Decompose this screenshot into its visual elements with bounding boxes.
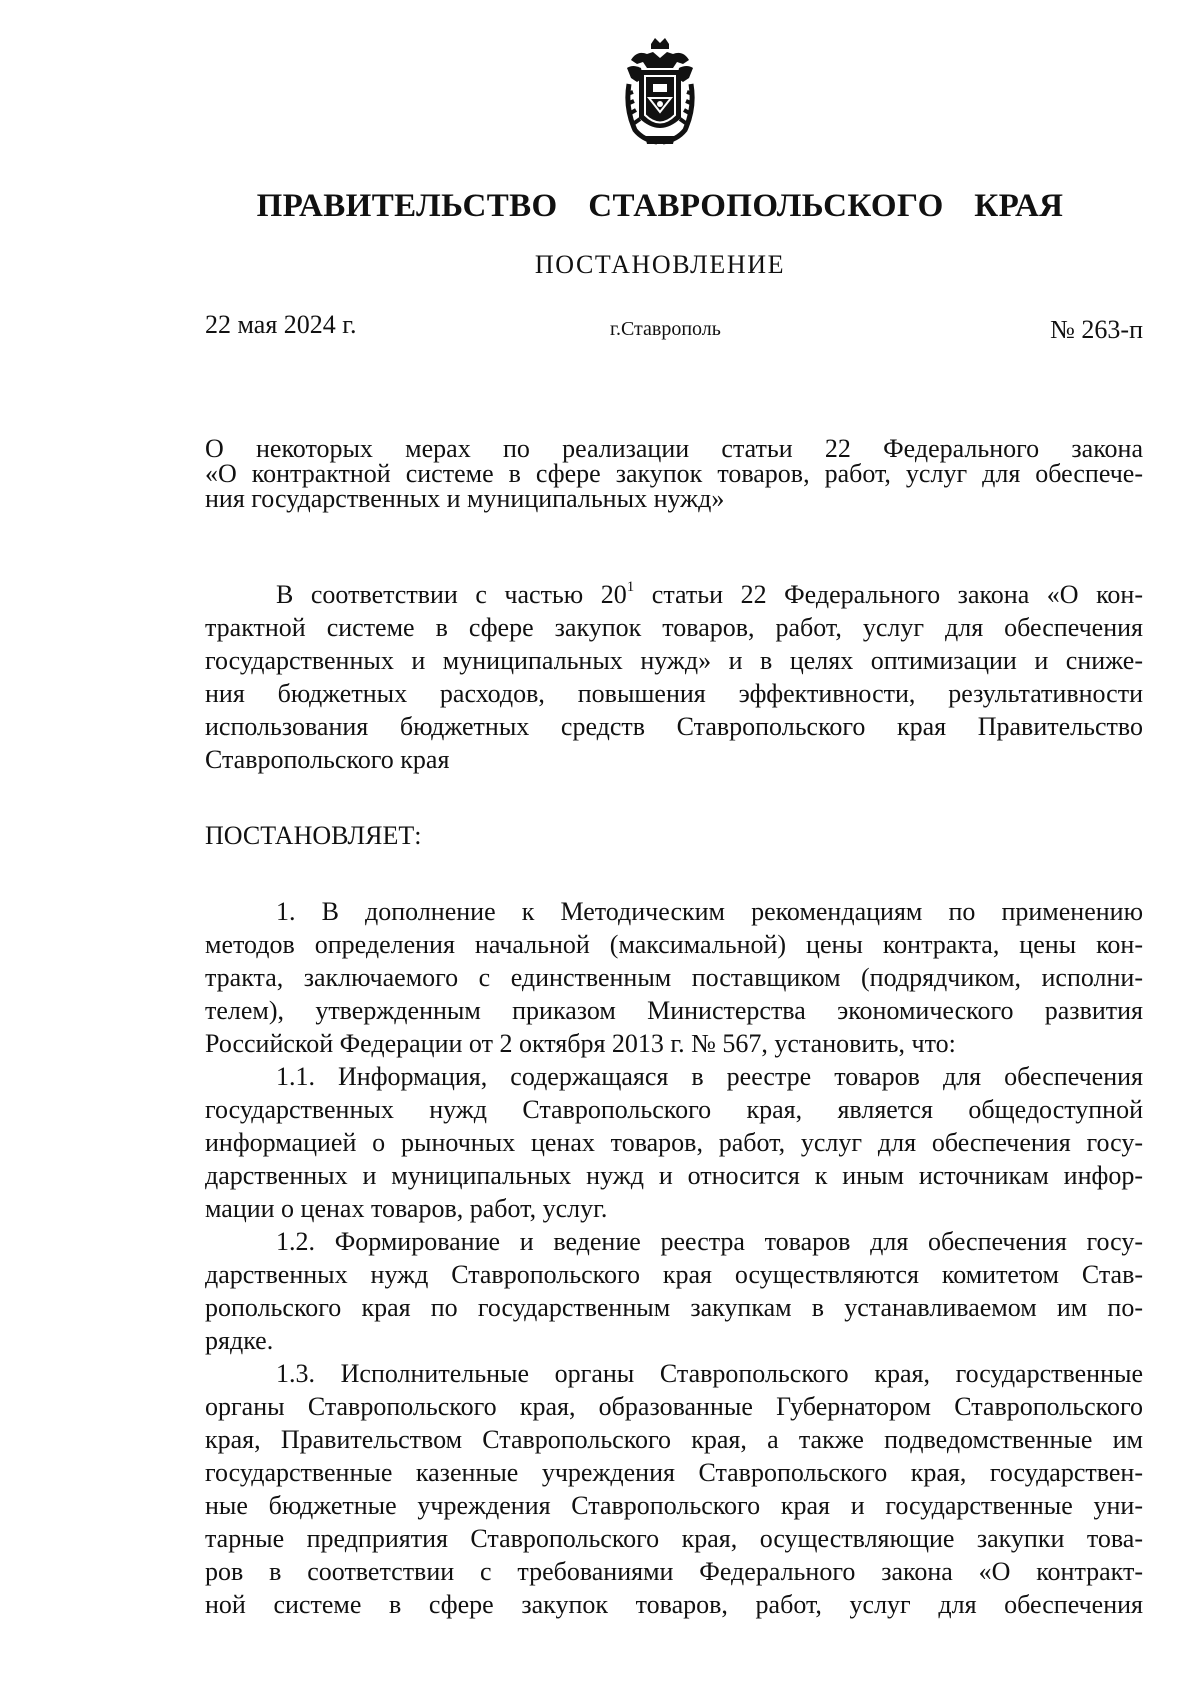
preamble-text: В соответствии с частью 20 bbox=[276, 580, 627, 609]
preamble-line: использования бюджетных средств Ставропольского края Правительство bbox=[205, 712, 1143, 741]
preamble-text: статьи 22 Федерального закона «О кон- bbox=[634, 580, 1144, 609]
coat-of-arms-icon bbox=[623, 38, 697, 146]
paragraph-line: ров в соответствии с требованиями Федерального закона «О контракт- bbox=[205, 1557, 1143, 1586]
preamble-line: государственных и муниципальных нужд» и в целях оптимизации и сниже- bbox=[205, 646, 1143, 675]
paragraph-line: дарственных и муниципальных нужд и относится к иным источникам инфор- bbox=[205, 1161, 1143, 1190]
authority-title: ПРАВИТЕЛЬСТВО СТАВРОПОЛЬСКОГО КРАЯ bbox=[256, 188, 1064, 224]
paragraph-line: ной системе в сфере закупок товаров, работ, услуг для обеспечения bbox=[205, 1590, 1143, 1619]
paragraph-line: информацией о рыночных ценах товаров, работ, услуг для обеспечения госу- bbox=[205, 1128, 1143, 1157]
paragraph-line: рядке. bbox=[205, 1326, 274, 1355]
paragraph-line: мации о ценах товаров, работ, услуг. bbox=[205, 1194, 608, 1223]
paragraph-line: органы Ставропольского края, образованные Губернатором Ставропольского bbox=[205, 1392, 1143, 1421]
paragraph-line: телем), утвержденным приказом Министерства экономического развития bbox=[205, 996, 1143, 1025]
paragraph-line: ропольского края по государственным закупкам в устанавливаемом им по- bbox=[205, 1293, 1143, 1322]
document-city: г.Ставрополь bbox=[610, 318, 721, 340]
paragraph-line: дарственных нужд Ставропольского края осуществляются комитетом Став- bbox=[205, 1260, 1143, 1289]
spacer bbox=[205, 852, 1143, 895]
subject-line: О некоторых мерах по реализации статьи 22 Федерального закона bbox=[205, 434, 1143, 463]
paragraph-line: 1. В дополнение к Методическим рекомендациям по применению bbox=[276, 897, 1143, 926]
preamble-line: Ставропольского края bbox=[205, 745, 450, 774]
document-body bbox=[205, 578, 1143, 1621]
preamble-line: трактной системе в сфере закупок товаров, работ, услуг для обеспечения bbox=[205, 613, 1143, 642]
paragraph-line: тарные предприятия Ставропольского края, осуществляющие закупки това- bbox=[205, 1524, 1143, 1553]
document-type: ПОСТАНОВЛЕНИЕ bbox=[534, 250, 786, 279]
preamble-line: ния бюджетных расходов, повышения эффективности, результативности bbox=[205, 679, 1143, 708]
paragraph-line: тракта, заключаемого с единственным поставщиком (подрядчиком, исполни- bbox=[205, 963, 1143, 992]
paragraph-line: государственные казенные учреждения Ставропольского края, государствен- bbox=[205, 1458, 1143, 1487]
paragraph-line: 1.3. Исполнительные органы Ставропольского края, государственные bbox=[276, 1359, 1143, 1388]
preamble-line bbox=[205, 578, 1143, 611]
spacer bbox=[205, 776, 1143, 819]
paragraph-line: ные бюджетные учреждения Ставропольского края и государственные уни- bbox=[205, 1491, 1143, 1520]
document-subject bbox=[205, 436, 1143, 511]
resolves-heading: ПОСТАНОВЛЯЕТ: bbox=[205, 821, 422, 850]
superscript: 1 bbox=[626, 579, 635, 596]
paragraph-line: 1.1. Информация, содержащаяся в реестре товаров для обеспечения bbox=[276, 1062, 1143, 1091]
document-number: № 263-п bbox=[1050, 315, 1143, 344]
document-date: 22 мая 2024 г. bbox=[205, 310, 357, 339]
paragraph-line: края, Правительством Ставропольского края, а также подведомственные им bbox=[205, 1425, 1143, 1454]
paragraph-line: государственных нужд Ставропольского края, является общедоступной bbox=[205, 1095, 1143, 1124]
subject-line: «О контрактной системе в сфере закупок товаров, работ, услуг для обеспече- bbox=[205, 459, 1143, 488]
paragraph-line: Российской Федерации от 2 октября 2013 г. № 567, установить, что: bbox=[205, 1029, 956, 1058]
paragraph-line: методов определения начальной (максимальной) цены контракта, цены кон- bbox=[205, 930, 1143, 959]
subject-line: ния государственных и муниципальных нужд» bbox=[205, 484, 725, 513]
paragraph-line: 1.2. Формирование и ведение реестра товаров для обеспечения госу- bbox=[276, 1227, 1143, 1256]
